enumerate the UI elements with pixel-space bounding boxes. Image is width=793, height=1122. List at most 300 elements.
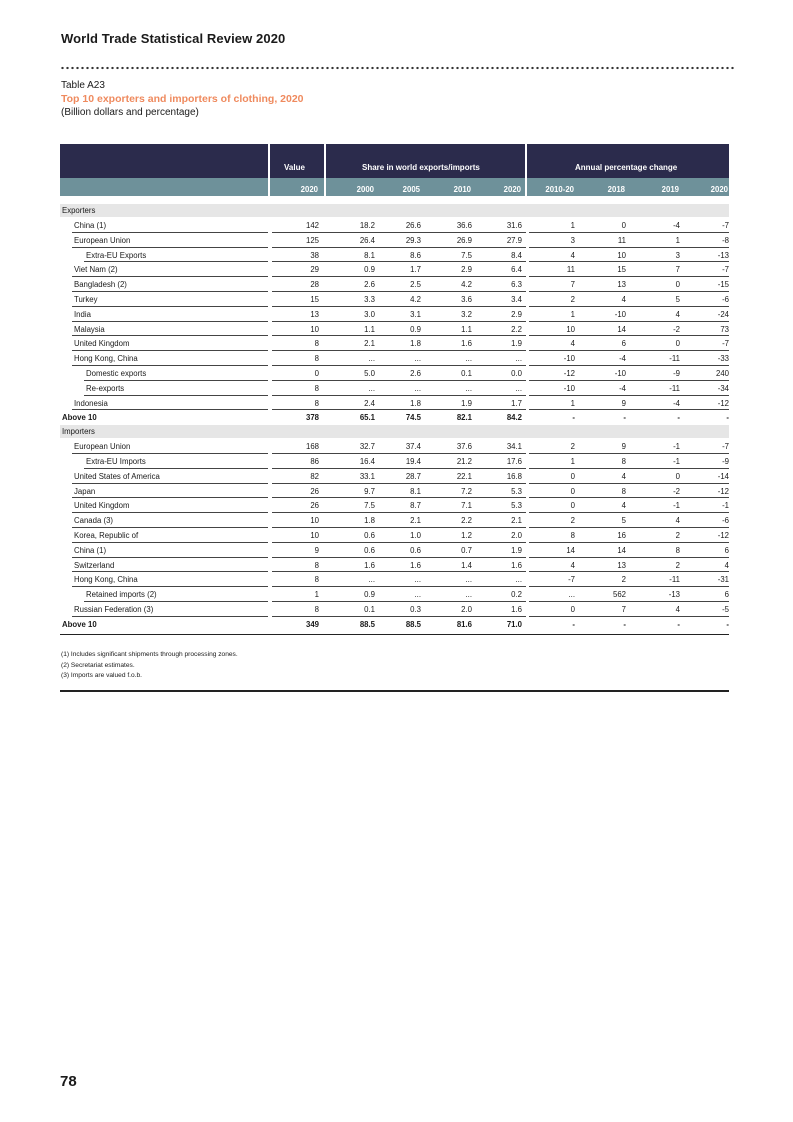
header-year: 2018 xyxy=(607,185,625,194)
cell-value: 16.4 xyxy=(359,457,375,466)
table-row xyxy=(60,233,729,248)
footnote: (3) Imports are valued f.o.b. xyxy=(61,672,142,679)
row-label: Hong Kong, China xyxy=(74,575,138,585)
cell-value: 8 xyxy=(314,575,319,585)
cell-value: 4 xyxy=(570,250,575,260)
cell-value: 1 xyxy=(570,398,575,408)
cell-value: 2 xyxy=(570,442,575,452)
cell-value: 1.6 xyxy=(511,605,522,614)
cell-value: 33.1 xyxy=(359,471,375,481)
table-row xyxy=(60,454,729,469)
cell-value: -7 xyxy=(722,221,729,230)
cell-value: 5.3 xyxy=(511,486,522,496)
cell-value: ... xyxy=(515,354,522,364)
table-row xyxy=(60,543,729,558)
row-label: Korea, Republic of xyxy=(74,531,139,540)
cell-value: -10 xyxy=(614,369,626,378)
cell-value: 0 xyxy=(570,486,575,496)
table-number: Table A23 xyxy=(61,80,105,91)
cell-value: ... xyxy=(414,575,421,585)
cell-value: 0 xyxy=(570,501,575,511)
cell-value: 6 xyxy=(724,590,729,600)
cell-value: 1.9 xyxy=(511,545,522,555)
cell-value: - xyxy=(726,413,729,423)
cell-value: 10 xyxy=(310,324,319,334)
cell-value: 65.1 xyxy=(359,413,375,423)
cell-value: 8 xyxy=(314,398,319,408)
cell-value: - xyxy=(726,619,729,629)
cell-value: 88.5 xyxy=(359,619,375,629)
cell-value: 81.6 xyxy=(456,619,472,629)
table-title: Top 10 exporters and importers of clothing, 2020 xyxy=(61,93,304,105)
cell-value: 1.8 xyxy=(410,398,421,408)
header-year: 2010 xyxy=(453,185,471,194)
row-label: Bangladesh (2) xyxy=(74,280,127,290)
cell-value: 3.0 xyxy=(364,309,375,319)
cell-value: 0.6 xyxy=(364,545,375,555)
cell-value: 0.7 xyxy=(461,545,472,555)
cell-value: 0.9 xyxy=(364,590,375,600)
cell-value: 10 xyxy=(566,324,575,334)
cell-value: -8 xyxy=(722,235,729,245)
cell-value: 240 xyxy=(715,369,729,378)
cell-value: 4 xyxy=(570,339,575,349)
row-label: Hong Kong, China xyxy=(74,354,138,364)
table-row xyxy=(60,351,729,366)
cell-value: 2.1 xyxy=(410,516,421,526)
cell-value: -9 xyxy=(722,457,729,466)
cell-value: 84.2 xyxy=(506,413,522,423)
cell-value: -1 xyxy=(673,501,680,511)
cell-value: -12 xyxy=(563,369,575,378)
cell-value: 4 xyxy=(621,295,626,304)
table-row xyxy=(60,366,729,381)
cell-value: 1.1 xyxy=(364,324,375,334)
cell-value: - xyxy=(623,619,626,629)
row-label: Malaysia xyxy=(74,324,105,334)
cell-value: 1.7 xyxy=(410,265,421,275)
cell-value: 1.6 xyxy=(461,339,472,349)
row-label: United Kingdom xyxy=(74,339,130,349)
cell-value: 17.6 xyxy=(506,457,522,466)
cell-value: 8 xyxy=(314,339,319,349)
total-row xyxy=(60,617,729,632)
cell-value: 7.2 xyxy=(461,486,472,496)
cell-value: 2.9 xyxy=(511,309,522,319)
cell-value: 6 xyxy=(724,545,729,555)
table-row xyxy=(60,218,729,233)
cell-value: 26.9 xyxy=(456,235,472,245)
cell-value: 14 xyxy=(617,324,626,334)
footnote: (1) Includes significant shipments through processing zones. xyxy=(61,651,238,658)
section-band xyxy=(60,204,729,217)
cell-value: 0.6 xyxy=(410,545,421,555)
cell-value: ... xyxy=(414,383,421,393)
cell-value: 13 xyxy=(617,280,626,290)
cell-value: -15 xyxy=(717,280,729,290)
cell-value: 7 xyxy=(675,265,680,275)
table-row xyxy=(60,558,729,573)
cell-value: -12 xyxy=(717,398,729,408)
cell-value: 4 xyxy=(675,516,680,526)
header-change: Annual percentage change xyxy=(575,163,678,172)
header-gap-1 xyxy=(268,144,270,196)
cell-value: 15 xyxy=(310,295,319,304)
cell-value: 3.6 xyxy=(461,295,472,304)
cell-value: 4 xyxy=(675,309,680,319)
row-label: Re-exports xyxy=(86,383,125,393)
cell-value: 11 xyxy=(617,235,626,245)
cell-value: 18.2 xyxy=(359,221,375,230)
cell-value: 8 xyxy=(675,545,680,555)
cell-value: -4 xyxy=(673,398,680,408)
footnotes xyxy=(61,650,238,682)
cell-value: 3.1 xyxy=(410,309,421,319)
cell-value: 378 xyxy=(305,413,319,423)
cell-value: 0 xyxy=(675,280,680,290)
cell-value: 1.0 xyxy=(410,531,421,540)
cell-value: -5 xyxy=(722,605,729,614)
cell-value: 16.8 xyxy=(506,471,522,481)
cell-value: 2.0 xyxy=(511,531,522,540)
cell-value: 32.7 xyxy=(359,442,375,452)
header-year: 2020 xyxy=(503,185,521,194)
row-label: Viet Nam (2) xyxy=(74,265,118,275)
table-row xyxy=(60,307,729,322)
header-year: 2019 xyxy=(661,185,679,194)
cell-value: 168 xyxy=(305,442,319,452)
table-row xyxy=(60,513,729,528)
header-year: 2020 xyxy=(710,185,728,194)
table-row xyxy=(60,587,729,602)
cell-value: 9 xyxy=(621,442,626,452)
cell-value: -7 xyxy=(568,575,575,585)
cell-value: - xyxy=(572,619,575,629)
cell-value: 2.0 xyxy=(461,605,472,614)
cell-value: 1.2 xyxy=(461,531,472,540)
cell-value: 3 xyxy=(570,235,575,245)
cell-value: 9.7 xyxy=(364,486,375,496)
row-label: Indonesia xyxy=(74,398,108,408)
cell-value: 0 xyxy=(570,471,575,481)
cell-value: 16 xyxy=(617,531,626,540)
table-bottom-rule xyxy=(60,690,729,692)
cell-value: ... xyxy=(465,590,472,600)
cell-value: -4 xyxy=(673,221,680,230)
cell-value: 2.5 xyxy=(410,280,421,290)
cell-value: 8.1 xyxy=(364,250,375,260)
cell-value: 29 xyxy=(310,265,319,275)
page-number: 78 xyxy=(60,1073,77,1090)
cell-value: 6.4 xyxy=(511,265,522,275)
cell-value: 13 xyxy=(617,560,626,570)
cell-value: 82 xyxy=(310,471,319,481)
row-label: Above 10 xyxy=(62,619,97,629)
cell-value: 1 xyxy=(570,457,575,466)
cell-value: 4 xyxy=(570,560,575,570)
cell-value: 19.4 xyxy=(405,457,421,466)
row-label: Extra-EU Imports xyxy=(86,457,146,466)
cell-value: 2 xyxy=(621,575,626,585)
cell-value: 3.2 xyxy=(461,309,472,319)
total-row xyxy=(60,410,729,425)
cell-value: -7 xyxy=(722,265,729,275)
document-title: World Trade Statistical Review 2020 xyxy=(61,31,286,46)
cell-value: 10 xyxy=(310,531,319,540)
table-row xyxy=(60,572,729,587)
row-label: European Union xyxy=(74,235,131,245)
header-year: 2010-20 xyxy=(545,185,574,194)
cell-value: ... xyxy=(465,575,472,585)
cell-value: 29.3 xyxy=(405,235,421,245)
cell-value: 8.1 xyxy=(410,486,421,496)
cell-value: 36.6 xyxy=(456,221,472,230)
cell-value: 7.5 xyxy=(364,501,375,511)
cell-value: 34.1 xyxy=(506,442,522,452)
cell-value: 1.6 xyxy=(364,560,375,570)
cell-value: -4 xyxy=(619,354,626,364)
cell-value: 0 xyxy=(621,221,626,230)
cell-value: 4.2 xyxy=(410,295,421,304)
cell-value: ... xyxy=(414,354,421,364)
cell-value: 0 xyxy=(675,471,680,481)
cell-value: 14 xyxy=(566,545,575,555)
cell-value: 1.9 xyxy=(511,339,522,349)
table-row xyxy=(60,262,729,277)
cell-value: 1.8 xyxy=(364,516,375,526)
cell-value: 1.1 xyxy=(461,324,472,334)
cell-value: 2 xyxy=(570,295,575,304)
cell-value: 9 xyxy=(314,545,319,555)
cell-value: ... xyxy=(465,383,472,393)
cell-value: -6 xyxy=(722,516,729,526)
cell-value: 27.9 xyxy=(506,235,522,245)
cell-value: -10 xyxy=(563,383,575,393)
cell-value: 1.6 xyxy=(511,560,522,570)
cell-value: -11 xyxy=(669,354,680,364)
cell-value: 0 xyxy=(570,605,575,614)
row-label: China (1) xyxy=(74,545,107,555)
cell-value: 4 xyxy=(724,560,729,570)
section-band xyxy=(60,425,729,438)
cell-value: 7.5 xyxy=(461,250,472,260)
cell-value: 8 xyxy=(314,605,319,614)
cell-value: -7 xyxy=(722,442,729,452)
header-year: 2005 xyxy=(402,185,420,194)
section-label: Exporters xyxy=(62,206,96,215)
cell-value: - xyxy=(677,619,680,629)
cell-value: -1 xyxy=(673,442,680,452)
cell-value: 4 xyxy=(621,471,626,481)
cell-value: ... xyxy=(368,575,375,585)
cell-value: 0.9 xyxy=(410,324,421,334)
cell-value: -1 xyxy=(673,457,680,466)
row-label: Turkey xyxy=(74,295,98,304)
table-row xyxy=(60,336,729,351)
section-label: Importers xyxy=(62,427,95,437)
cell-value: 11 xyxy=(566,265,575,275)
cell-value: 5 xyxy=(675,295,680,304)
row-label: Switzerland xyxy=(74,560,115,570)
cell-value: -14 xyxy=(717,471,729,481)
table-row xyxy=(60,277,729,292)
cell-value: 26.6 xyxy=(405,221,421,230)
row-label: European Union xyxy=(74,442,131,452)
cell-value: -6 xyxy=(722,295,729,304)
cell-value: 13 xyxy=(310,309,319,319)
cell-value: -33 xyxy=(717,354,729,364)
row-label: Above 10 xyxy=(62,413,97,423)
cell-value: 7 xyxy=(621,605,626,614)
table-row xyxy=(60,381,729,396)
cell-value: -11 xyxy=(669,575,680,585)
cell-value: 38 xyxy=(310,250,319,260)
header-gap-3 xyxy=(525,144,527,196)
cell-value: 0.1 xyxy=(364,605,375,614)
cell-value: -4 xyxy=(619,383,626,393)
table-row xyxy=(60,396,729,411)
cell-value: ... xyxy=(414,590,421,600)
cell-value: 2.6 xyxy=(364,280,375,290)
cell-value: 22.1 xyxy=(456,471,472,481)
cell-value: 8 xyxy=(314,560,319,570)
cell-value: 2.2 xyxy=(511,324,522,334)
cell-value: 0 xyxy=(314,369,319,378)
cell-value: 3.4 xyxy=(511,295,522,304)
cell-value: 0.9 xyxy=(364,265,375,275)
cell-value: 0.3 xyxy=(410,605,421,614)
cell-value: 4.2 xyxy=(461,280,472,290)
cell-value: 5 xyxy=(621,516,626,526)
cell-value: 88.5 xyxy=(405,619,421,629)
cell-value: -2 xyxy=(673,486,680,496)
cell-value: 1.9 xyxy=(461,398,472,408)
cell-value: 0.2 xyxy=(511,590,522,600)
cell-value: 2.2 xyxy=(461,516,472,526)
cell-value: 86 xyxy=(310,457,319,466)
cell-value: 125 xyxy=(305,235,319,245)
table-row xyxy=(60,528,729,543)
cell-value: -12 xyxy=(717,531,729,540)
cell-value: 8.6 xyxy=(410,250,421,260)
cell-value: -9 xyxy=(673,369,680,378)
table-row xyxy=(60,469,729,484)
table-row xyxy=(60,322,729,337)
cell-value: 74.5 xyxy=(405,413,421,423)
cell-value: 7.1 xyxy=(461,501,472,511)
header-band-dark xyxy=(60,144,729,178)
footnote: (2) Secretariat estimates. xyxy=(61,661,135,669)
cell-value: 37.6 xyxy=(456,442,472,452)
row-label: Extra-EU Exports xyxy=(86,250,147,260)
cell-value: -13 xyxy=(717,250,729,260)
row-label: China (1) xyxy=(74,221,107,230)
cell-value: 5.3 xyxy=(511,501,522,511)
cell-value: 8 xyxy=(570,531,575,540)
table-row xyxy=(60,498,729,513)
cell-value: 0 xyxy=(675,339,680,349)
cell-value: 6 xyxy=(621,339,626,349)
cell-value: 1 xyxy=(675,235,680,245)
cell-value: -24 xyxy=(717,309,729,319)
cell-value: 3.3 xyxy=(364,295,375,304)
cell-value: 82.1 xyxy=(456,413,472,423)
cell-value: 10 xyxy=(310,516,319,526)
cell-value: ... xyxy=(368,383,375,393)
dotted-divider xyxy=(60,66,734,70)
row-label: India xyxy=(74,309,91,319)
cell-value: 8 xyxy=(621,486,626,496)
cell-value: 2.1 xyxy=(511,516,522,526)
cell-value: 26 xyxy=(310,486,319,496)
cell-value: 1.6 xyxy=(410,560,421,570)
cell-value: 15 xyxy=(617,265,626,275)
cell-value: 142 xyxy=(305,221,319,230)
cell-value: - xyxy=(572,413,575,423)
cell-value: -7 xyxy=(722,339,729,349)
table-row xyxy=(60,484,729,499)
cell-value: 37.4 xyxy=(405,442,421,452)
cell-value: 2.6 xyxy=(410,369,421,378)
row-label: Canada (3) xyxy=(74,516,114,526)
header-gap-2 xyxy=(324,144,326,196)
table-row xyxy=(60,248,729,263)
cell-value: 14 xyxy=(617,545,626,555)
table-row xyxy=(60,602,729,617)
header-year: 2020 xyxy=(300,185,318,194)
cell-value: 2.9 xyxy=(461,265,472,275)
table-row xyxy=(60,292,729,307)
cell-value: -31 xyxy=(717,575,729,585)
cell-value: 0.0 xyxy=(511,369,522,378)
cell-value: 3 xyxy=(675,250,680,260)
cell-value: -10 xyxy=(614,309,626,319)
cell-value: 1 xyxy=(570,309,575,319)
cell-value: ... xyxy=(568,590,575,600)
cell-value: - xyxy=(623,413,626,423)
cell-value: 0.1 xyxy=(461,369,472,378)
cell-value: -34 xyxy=(717,383,729,393)
cell-value: 0.6 xyxy=(364,531,375,540)
cell-value: 73 xyxy=(720,324,729,334)
row-label: Japan xyxy=(74,486,96,496)
cell-value: 562 xyxy=(612,590,626,600)
row-label: United States of America xyxy=(74,471,160,481)
cell-value: -13 xyxy=(668,590,680,600)
cell-value: 8.4 xyxy=(511,250,522,260)
table-subtitle: (Billion dollars and percentage) xyxy=(61,107,199,118)
cell-value: 2 xyxy=(570,516,575,526)
cell-value: 8.7 xyxy=(410,501,421,511)
table-row xyxy=(60,439,729,454)
cell-value: 21.2 xyxy=(456,457,472,466)
row-label: Russian Federation (3) xyxy=(74,605,154,614)
cell-value: -11 xyxy=(669,383,680,393)
cell-value: ... xyxy=(465,354,472,364)
cell-value: 2.1 xyxy=(364,339,375,349)
cell-value: 9 xyxy=(621,398,626,408)
cell-value: 1 xyxy=(570,221,575,230)
cell-value: 1.4 xyxy=(461,560,472,570)
cell-value: 2 xyxy=(675,531,680,540)
cell-value: 26 xyxy=(310,501,319,511)
cell-value: 8 xyxy=(314,383,319,393)
cell-value: 2.4 xyxy=(364,398,375,408)
cell-value: 349 xyxy=(305,619,319,629)
cell-value: 1.7 xyxy=(511,398,522,408)
cell-value: 28.7 xyxy=(405,471,421,481)
cell-value: 26.4 xyxy=(359,235,375,245)
